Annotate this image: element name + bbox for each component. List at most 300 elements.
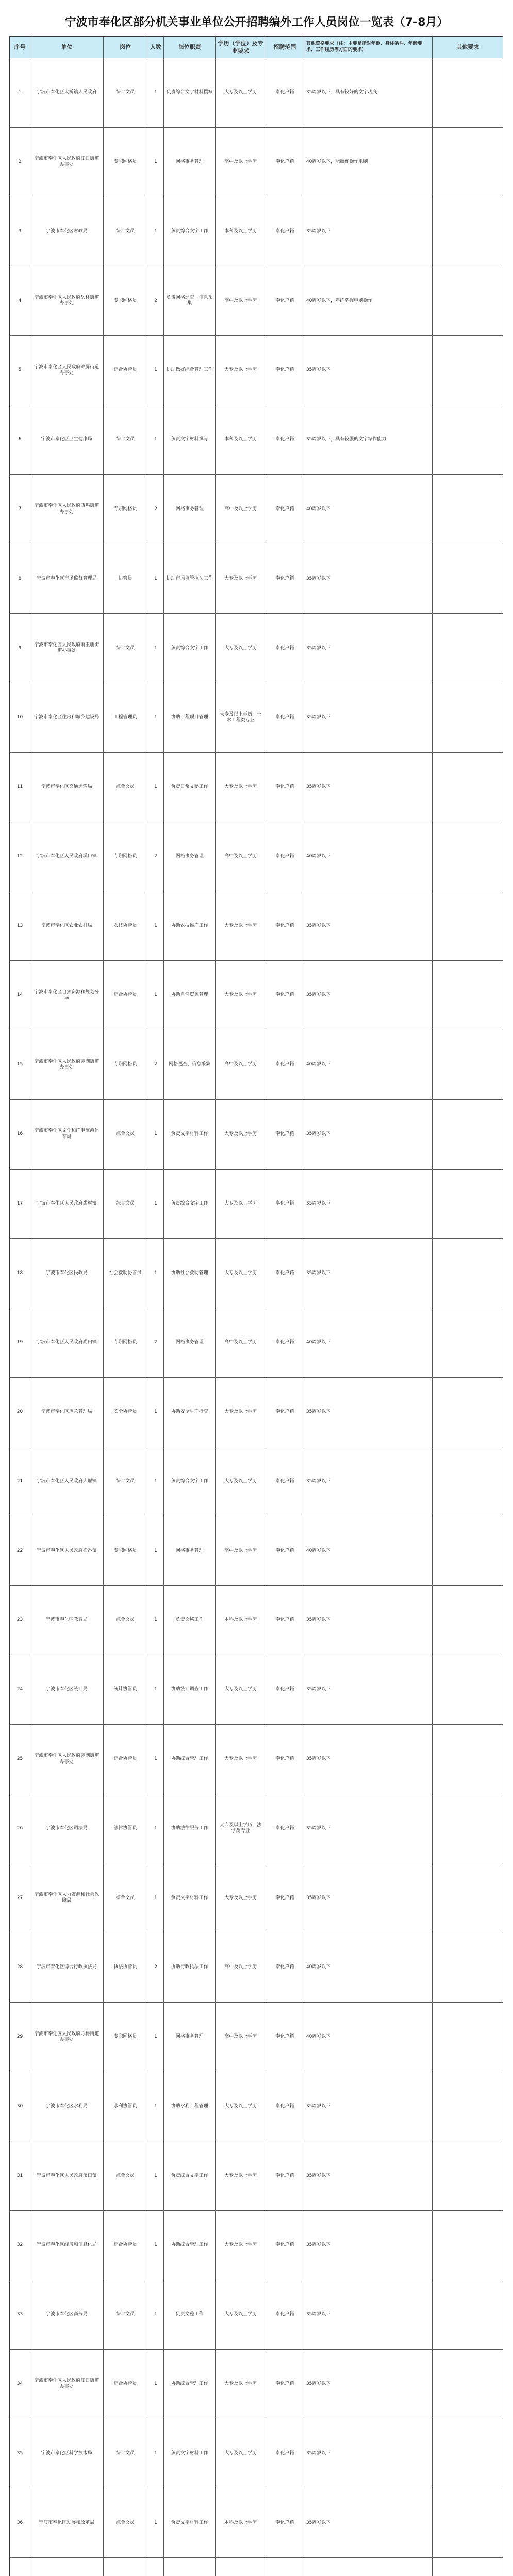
cell-duty: 负责文字材料工作 (164, 1863, 216, 1933)
cell-no: 24 (10, 1655, 30, 1724)
cell-duty: 协助综合管理工作 (164, 2211, 216, 2280)
cell-count: 1 (147, 753, 164, 822)
cell-other (433, 1794, 503, 1863)
cell-req: 35周岁以下 (304, 683, 433, 752)
cell-edu: 大专及以上学历 (216, 2419, 266, 2488)
cell-post: 综合协管员 (104, 2211, 148, 2280)
cell-scope: 奉化户籍 (266, 2072, 304, 2141)
cell-no: 34 (10, 2350, 30, 2419)
cell-post: 综合文员 (104, 58, 148, 127)
cell-other (433, 1447, 503, 1516)
cell-post: 工程管理员 (104, 683, 148, 752)
cell-post: 法律协管员 (104, 1794, 148, 1863)
cell-post: 专职网格员 (104, 1308, 148, 1377)
cell-scope: 奉化户籍 (266, 2141, 304, 2210)
cell-edu: 大专及以上学历 (216, 1725, 266, 1794)
cell-duty: 协助社会救助管理 (164, 1239, 216, 1308)
table-row (10, 1655, 503, 1725)
cell-req: 35周岁以下 (304, 961, 433, 1030)
cell-duty (164, 2558, 216, 2576)
cell-count: 1 (147, 1725, 164, 1794)
header-cell: 学历（学位）及专业要求 (216, 37, 266, 58)
cell-post: 综合文员 (104, 753, 148, 822)
cell-post: 统计协管员 (104, 1655, 148, 1724)
header-cell: 岗位 (104, 37, 148, 58)
cell-scope: 奉化户籍 (266, 2488, 304, 2557)
table-row (10, 2003, 503, 2072)
cell-req: 35周岁以下 (304, 2350, 433, 2419)
cell-count: 1 (147, 1794, 164, 1863)
cell-req: 40周岁以下，熟练掌握电脑操作 (304, 266, 433, 335)
cell-edu: 高中及以上学历 (216, 266, 266, 335)
cell-scope (266, 2558, 304, 2576)
cell-no: 21 (10, 1447, 30, 1516)
table-row (10, 1100, 503, 1170)
table-row (10, 1794, 503, 1864)
table-row (10, 614, 503, 683)
cell-post: 综合协管员 (104, 961, 148, 1030)
cell-post: 社会救助协管员 (104, 1239, 148, 1308)
cell-post: 专职网格员 (104, 2003, 148, 2072)
cell-req: 35周岁以下 (304, 614, 433, 683)
cell-no: 5 (10, 336, 30, 405)
cell-post: 农技协管员 (104, 891, 148, 960)
table-row (10, 405, 503, 475)
cell-count: 1 (147, 1447, 164, 1516)
cell-req: 35周岁以下 (304, 1170, 433, 1239)
cell-count: 1 (147, 1655, 164, 1724)
cell-unit: 宁波市奉化区人民政府莼湖街道办事处 (30, 1030, 104, 1099)
cell-count: 1 (147, 128, 164, 197)
cell-other (433, 1030, 503, 1099)
cell-duty: 负责文秘工作 (164, 1586, 216, 1655)
cell-scope: 奉化户籍 (266, 1378, 304, 1447)
cell-edu: 大专及以上学历 (216, 2280, 266, 2349)
cell-unit: 宁波市奉化区人力资源和社会保障局 (30, 1863, 104, 1933)
cell-post: 综合文员 (104, 2488, 148, 2557)
cell-req: 35周岁以下 (304, 1655, 433, 1724)
cell-post: 综合文员 (104, 1100, 148, 1169)
cell-scope: 奉化户籍 (266, 475, 304, 544)
cell-scope: 奉化户籍 (266, 1239, 304, 1308)
table-row (10, 197, 503, 267)
cell-edu: 大专及以上学历 (216, 336, 266, 405)
table-row (10, 753, 503, 822)
cell-other (433, 58, 503, 127)
cell-edu: 高中及以上学历 (216, 128, 266, 197)
cell-scope: 奉化户籍 (266, 197, 304, 266)
cell-no: 17 (10, 1170, 30, 1239)
cell-count: 1 (147, 614, 164, 683)
cell-no: 1 (10, 58, 30, 127)
cell-post: 专职网格员 (104, 266, 148, 335)
cell-scope: 奉化户籍 (266, 683, 304, 752)
cell-duty: 负责文字材料撰写 (164, 405, 216, 474)
cell-req: 40周岁以下 (304, 1933, 433, 2002)
cell-post: 综合协管员 (104, 2350, 148, 2419)
cell-no: 36 (10, 2488, 30, 2557)
cell-edu (216, 2558, 266, 2576)
cell-other (433, 2003, 503, 2072)
cell-no: 10 (10, 683, 30, 752)
cell-no: 6 (10, 405, 30, 474)
cell-count: 1 (147, 891, 164, 960)
cell-scope: 奉化户籍 (266, 961, 304, 1030)
cell-req: 35周岁以下 (304, 336, 433, 405)
cell-other (433, 1933, 503, 2002)
cell-req: 35周岁以下 (304, 1794, 433, 1863)
cell-count (147, 2558, 164, 2576)
cell-post: 综合文员 (104, 1863, 148, 1933)
cell-edu: 大专及以上学历 (216, 1239, 266, 1308)
cell-count: 1 (147, 2211, 164, 2280)
cell-other (433, 544, 503, 613)
cell-edu: 高中及以上学历 (216, 2003, 266, 2072)
table-row (10, 544, 503, 614)
cell-scope: 奉化户籍 (266, 128, 304, 197)
cell-post: 综合文员 (104, 2419, 148, 2488)
cell-unit: 宁波市奉化区住房和城乡建设局 (30, 683, 104, 752)
table-row (10, 2350, 503, 2419)
cell-no: 13 (10, 891, 30, 960)
cell-edu: 大专及以上学历 (216, 753, 266, 822)
cell-count: 2 (147, 1308, 164, 1377)
cell-scope: 奉化户籍 (266, 1725, 304, 1794)
cell-edu: 大专及以上学历 (216, 2141, 266, 2210)
cell-req: 40周岁以下，能熟练操作电脑 (304, 128, 433, 197)
cell-unit: 宁波市奉化区人民政府溪口镇 (30, 822, 104, 891)
cell-count: 1 (147, 544, 164, 613)
cell-count: 1 (147, 2003, 164, 2072)
cell-no: 20 (10, 1378, 30, 1447)
cell-count: 1 (147, 58, 164, 127)
table-row (10, 683, 503, 753)
cell-edu: 大专及以上学历 (216, 58, 266, 127)
cell-req: 35周岁以下 (304, 1725, 433, 1794)
cell-count: 1 (147, 2350, 164, 2419)
cell-no: 19 (10, 1308, 30, 1377)
cell-post: 综合文员 (104, 1170, 148, 1239)
cell-req: 35周岁以下 (304, 891, 433, 960)
table-row (10, 1586, 503, 1655)
cell-edu: 高中及以上学历 (216, 1308, 266, 1377)
cell-duty: 协助自然资源管理 (164, 961, 216, 1030)
cell-scope: 奉化户籍 (266, 2003, 304, 2072)
cell-no: 26 (10, 1794, 30, 1863)
cell-count: 1 (147, 1863, 164, 1933)
cell-post: 水利协管员 (104, 2072, 148, 2141)
cell-no: 35 (10, 2419, 30, 2488)
table-header (10, 37, 503, 58)
cell-no: 16 (10, 1100, 30, 1169)
table-row (10, 336, 503, 405)
cell-other (433, 2141, 503, 2210)
cell-no: 27 (10, 1863, 30, 1933)
cell-unit: 宁波市奉化区文化和广电旅游体育局 (30, 1100, 104, 1169)
cell-no: 31 (10, 2141, 30, 2210)
table-row (10, 58, 503, 128)
cell-req: 35周岁以下 (304, 2211, 433, 2280)
cell-edu: 大专及以上学历 (216, 544, 266, 613)
table-row (10, 2072, 503, 2142)
cell-unit: 宁波市奉化区人民政府江口街道办事处 (30, 128, 104, 197)
cell-req: 35周岁以下 (304, 1239, 433, 1308)
cell-duty: 负责文字材料工作 (164, 1100, 216, 1169)
cell-req: 35周岁以下 (304, 544, 433, 613)
cell-duty: 负责文字材料工作 (164, 2488, 216, 2557)
cell-duty: 负责文秘工作 (164, 2280, 216, 2349)
table-row (10, 2211, 503, 2280)
cell-post: 专职网格员 (104, 128, 148, 197)
cell-other (433, 475, 503, 544)
cell-req: 35周岁以下，具有较好的文字功底 (304, 58, 433, 127)
cell-post: 综合文员 (104, 1586, 148, 1655)
cell-count: 1 (147, 961, 164, 1030)
cell-unit: 宁波市奉化区交通运输局 (30, 753, 104, 822)
cell-duty: 协助统计调查工作 (164, 1655, 216, 1724)
cell-count: 1 (147, 1586, 164, 1655)
cell-duty: 负责综合文字材料撰写 (164, 58, 216, 127)
cell-scope: 奉化户籍 (266, 1030, 304, 1099)
cell-unit: 宁波市奉化区人民政府莼湖街道办事处 (30, 1725, 104, 1794)
cell-scope: 奉化户籍 (266, 614, 304, 683)
cell-other (433, 2211, 503, 2280)
cell-count: 1 (147, 336, 164, 405)
cell-duty: 协助安全生产检查 (164, 1378, 216, 1447)
cell-duty: 负责日常文秘工作 (164, 753, 216, 822)
cell-other (433, 2280, 503, 2349)
cell-other (433, 1378, 503, 1447)
header-cell: 单位 (30, 37, 104, 58)
cell-unit: 宁波市奉化区司法局 (30, 1794, 104, 1863)
cell-duty: 协助工程项目管理 (164, 683, 216, 752)
cell-other (433, 1516, 503, 1585)
cell-no: 18 (10, 1239, 30, 1308)
cell-req (304, 2558, 433, 2576)
cell-other (433, 1100, 503, 1169)
cell-edu: 大专及以上学历 (216, 891, 266, 960)
cell-other (433, 1170, 503, 1239)
cell-no: 3 (10, 197, 30, 266)
table-row (10, 1725, 503, 1794)
cell-edu: 本科及以上学历 (216, 197, 266, 266)
cell-no (10, 2558, 30, 2576)
header-cell: 其他要求 (456, 43, 479, 50)
cell-other (433, 753, 503, 822)
cell-no: 9 (10, 614, 30, 683)
cell-duty: 网格事务管理 (164, 2003, 216, 2072)
cell-edu: 大专及以上学历 (216, 2211, 266, 2280)
cell-post: 综合文员 (104, 2280, 148, 2349)
cell-count: 1 (147, 2419, 164, 2488)
cell-count: 2 (147, 266, 164, 335)
cell-edu: 大专及以上学历 (216, 1100, 266, 1169)
table-row (10, 2141, 503, 2211)
cell-unit: 宁波市奉化区科学技术局 (30, 2419, 104, 2488)
cell-scope: 奉化户籍 (266, 822, 304, 891)
cell-duty: 协助行政执法工作 (164, 1933, 216, 2002)
cell-no: 30 (10, 2072, 30, 2141)
cell-req: 35周岁以下 (304, 2419, 433, 2488)
cell-edu: 大专及以上学历 (216, 1863, 266, 1933)
cell-unit: 宁波市奉化区人民政府松岙镇 (30, 1516, 104, 1585)
table-body (10, 58, 503, 2576)
cell-unit: 宁波市奉化区人民政府溪口镇 (30, 2141, 104, 2210)
cell-edu: 高中及以上学历 (216, 475, 266, 544)
cell-duty: 协助水利工程管理 (164, 2072, 216, 2141)
cell-other (433, 197, 503, 266)
header-cell: 序号 (10, 37, 30, 58)
cell-duty: 负责网格巡查、信息采集 (164, 266, 216, 335)
cell-req: 35周岁以下 (304, 753, 433, 822)
page-title: 宁波市奉化区部分机关事业单位公开招聘编外工作人员岗位一览表（7-8月） (64, 16, 449, 29)
cell-no: 8 (10, 544, 30, 613)
cell-other (433, 266, 503, 335)
cell-scope: 奉化户籍 (266, 1100, 304, 1169)
table-row (10, 1863, 503, 1933)
header-cell: 招聘范围 (266, 37, 304, 58)
cell-edu: 大专及以上学历 (216, 1170, 266, 1239)
cell-post: 安全协管员 (104, 1378, 148, 1447)
table-row (10, 128, 503, 197)
cell-no: 15 (10, 1030, 30, 1099)
cell-no: 7 (10, 475, 30, 544)
cell-post: 综合文员 (104, 1447, 148, 1516)
cell-duty: 网格事务管理 (164, 1516, 216, 1585)
cell-duty: 负责综合文字工作 (164, 1170, 216, 1239)
cell-req: 40周岁以下 (304, 822, 433, 891)
cell-post: 专职网格员 (104, 1516, 148, 1585)
cell-count: 1 (147, 2141, 164, 2210)
header-cell: 人数 (147, 37, 164, 58)
cell-duty: 协助做好综合管理工作 (164, 336, 216, 405)
cell-edu: 本科及以上学历 (216, 1586, 266, 1655)
table-row (10, 266, 503, 336)
cell-count: 1 (147, 1516, 164, 1585)
cell-unit: 宁波市奉化区经济和信息化局 (30, 2211, 104, 2280)
cell-other (433, 336, 503, 405)
cell-count: 1 (147, 405, 164, 474)
cell-unit: 宁波市奉化区自然资源和规划分局 (30, 961, 104, 1030)
cell-duty: 负责综合文字工作 (164, 1447, 216, 1516)
cell-post: 综合文员 (104, 614, 148, 683)
cell-unit: 宁波市奉化区水利局 (30, 2072, 104, 2141)
cell-count: 1 (147, 1239, 164, 1308)
cell-scope: 奉化户籍 (266, 266, 304, 335)
table-row (10, 2419, 503, 2489)
table-row (10, 2558, 503, 2576)
cell-edu: 高中及以上学历 (216, 1516, 266, 1585)
cell-duty: 协助农技推广工作 (164, 891, 216, 960)
cell-other (433, 683, 503, 752)
table-row (10, 2488, 503, 2558)
cell-unit: 宁波市奉化区人民政府方桥街道办事处 (30, 2003, 104, 2072)
cell-scope: 奉化户籍 (266, 753, 304, 822)
cell-count: 1 (147, 1100, 164, 1169)
cell-scope: 奉化户籍 (266, 2211, 304, 2280)
cell-other (433, 1239, 503, 1308)
cell-count: 1 (147, 2280, 164, 2349)
cell-duty: 网格事务管理 (164, 475, 216, 544)
cell-other (433, 2072, 503, 2141)
cell-duty: 负责综合文字工作 (164, 614, 216, 683)
cell-other (433, 2350, 503, 2419)
cell-scope: 奉化户籍 (266, 58, 304, 127)
cell-unit: 宁波市奉化区发展和改革局 (30, 2488, 104, 2557)
cell-scope: 奉化户籍 (266, 336, 304, 405)
cell-post: 综合文员 (104, 405, 148, 474)
cell-edu: 高中及以上学历 (216, 1030, 266, 1099)
cell-req: 35周岁以下 (304, 1863, 433, 1933)
cell-unit: 宁波市奉化区人民政府江口街道办事处 (30, 2350, 104, 2419)
table-row (10, 822, 503, 892)
cell-req: 35周岁以下 (304, 2072, 433, 2141)
cell-unit: 宁波市奉化区统计局 (30, 1655, 104, 1724)
cell-post: 综合协管员 (104, 336, 148, 405)
cell-duty: 网格事务管理 (164, 1308, 216, 1377)
cell-count: 2 (147, 822, 164, 891)
table-row (10, 1239, 503, 1308)
cell-unit: 宁波市奉化区大桥镇人民政府 (30, 58, 104, 127)
cell-edu: 大专及以上学历，法学类专业 (216, 1794, 266, 1863)
cell-edu: 本科及以上学历 (216, 405, 266, 474)
cell-req: 35周岁以下 (304, 1447, 433, 1516)
cell-edu: 大专及以上学历 (216, 1655, 266, 1724)
cell-count: 2 (147, 1933, 164, 2002)
cell-scope: 奉化户籍 (266, 1516, 304, 1585)
cell-other (433, 1308, 503, 1377)
cell-count: 2 (147, 1030, 164, 1099)
cell-no: 22 (10, 1516, 30, 1585)
cell-other (433, 2419, 503, 2488)
table-row (10, 1516, 503, 1586)
cell-other (433, 2558, 503, 2576)
table-row (10, 1170, 503, 1239)
cell-duty: 协助综合管理工作 (164, 2350, 216, 2419)
cell-post: 协管员 (104, 544, 148, 613)
cell-other (433, 1586, 503, 1655)
cell-scope: 奉化户籍 (266, 891, 304, 960)
cell-scope: 奉化户籍 (266, 1933, 304, 2002)
cell-req: 35周岁以下 (304, 1100, 433, 1169)
cell-unit: 宁波市奉化区农业农村局 (30, 891, 104, 960)
cell-edu: 大专及以上学历 (216, 2072, 266, 2141)
cell-unit: 宁波市奉化区人民政府岳林街道办事处 (30, 266, 104, 335)
table-row (10, 2280, 503, 2350)
cell-no: 23 (10, 1586, 30, 1655)
cell-no: 2 (10, 128, 30, 197)
cell-req: 40周岁以下 (304, 2003, 433, 2072)
cell-no: 12 (10, 822, 30, 891)
table-row (10, 1378, 503, 1447)
cell-count: 1 (147, 2072, 164, 2141)
cell-req: 35周岁以下，具有较强的文字写作能力 (304, 405, 433, 474)
cell-req: 35周岁以下 (304, 2141, 433, 2210)
cell-scope: 奉化户籍 (266, 1794, 304, 1863)
cell-post: 综合文员 (104, 197, 148, 266)
cell-duty: 负责综合文字工作 (164, 197, 216, 266)
cell-edu: 大专及以上学历 (216, 2350, 266, 2419)
cell-unit (30, 2558, 104, 2576)
header-cell: 岗位职责 (164, 37, 216, 58)
cell-count: 1 (147, 1170, 164, 1239)
cell-duty: 协助法律服务工作 (164, 1794, 216, 1863)
cell-unit: 宁波市奉化区人民政府萧王庙街道办事处 (30, 614, 104, 683)
table-row (10, 891, 503, 961)
cell-duty: 网格事务管理 (164, 128, 216, 197)
cell-edu: 大专及以上学历 (216, 1378, 266, 1447)
cell-no: 33 (10, 2280, 30, 2349)
